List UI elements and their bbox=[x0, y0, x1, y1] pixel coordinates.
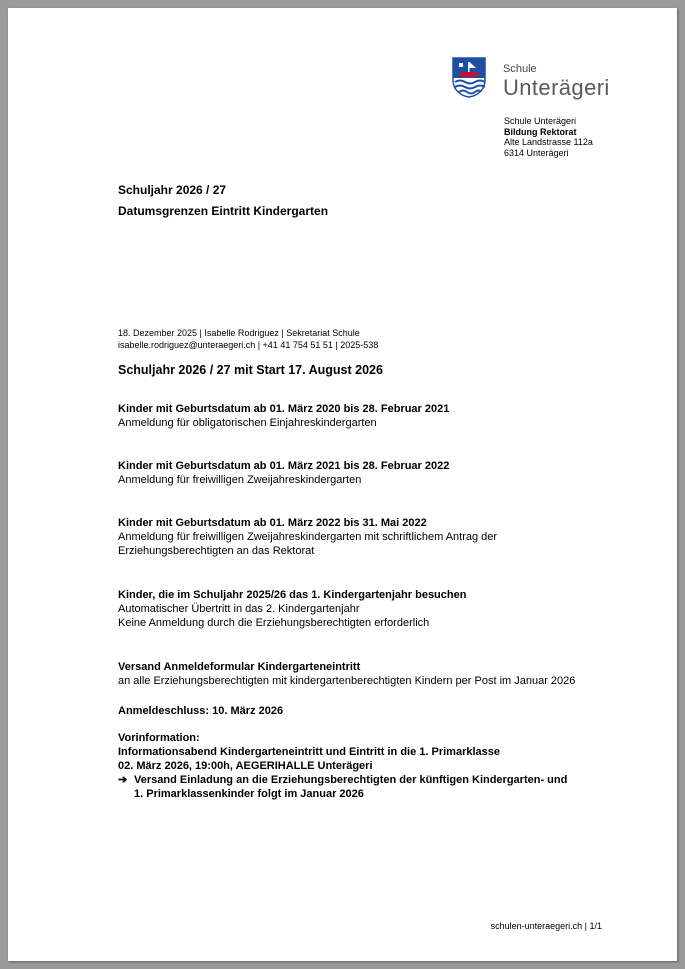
section-heading: Kinder mit Geburtsdatum ab 01. März 2022 bis 31. Mai 2022 bbox=[118, 517, 427, 529]
arrow-right-icon: ➔ bbox=[118, 774, 128, 786]
main-heading: Schuljahr 2026 / 27 mit Start 17. August 2026 bbox=[118, 363, 383, 377]
page-footer: schulen-unteraegeri.ch | 1/1 bbox=[490, 921, 602, 931]
document-subtitle: Datumsgrenzen Eintritt Kindergarten bbox=[118, 204, 329, 218]
preinfo-bullet-continuation: 1. Primarklassenkinder folgt im Januar 2026 bbox=[134, 788, 364, 800]
deadline bbox=[118, 704, 283, 718]
section bbox=[118, 588, 466, 630]
section-heading: Kinder, die im Schuljahr 2025/26 das 1. Kindergartenjahr besuchen bbox=[118, 589, 467, 601]
section-line: Anmeldung für freiwilligen Zweijahreskindergarten mit schriftlichem Antrag der bbox=[118, 531, 498, 543]
section-heading: Versand Anmeldeformular Kindergarteneintritt bbox=[118, 661, 361, 673]
section-line: Anmeldung für obligatorischen Einjahreskindergarten bbox=[118, 417, 377, 429]
section-line: an alle Erziehungsberechtigten mit kindergartenberechtigten Kindern per Post im Januar 2026 bbox=[118, 675, 576, 687]
address-line: Schule Unterägeri bbox=[504, 116, 577, 126]
address-line: Bildung Rektorat bbox=[504, 126, 577, 137]
preinfo-bullet bbox=[118, 773, 567, 787]
document-meta bbox=[118, 328, 378, 351]
preinfo-line: 02. März 2026, 19:00h, AEGERIHALLE Unterägeri bbox=[118, 760, 373, 772]
document-page bbox=[8, 8, 677, 961]
preinfo-label: Vorinformation: bbox=[118, 732, 200, 744]
sender-address bbox=[504, 116, 593, 158]
school-crest-icon bbox=[451, 56, 487, 98]
preinfo bbox=[118, 731, 567, 801]
meta-line: 18. Dezember 2025 | Isabelle Rodriguez | Sekretariat Schule bbox=[118, 328, 360, 338]
section bbox=[118, 516, 497, 558]
meta-line: isabelle.rodriguez@unteraegeri.ch | +41 41 754 51 51 | 2025-538 bbox=[118, 339, 379, 350]
section-line: Keine Anmeldung durch die Erziehungsberechtigten erforderlich bbox=[118, 617, 430, 629]
logo-text-small: Schule bbox=[503, 63, 537, 75]
address-line: 6314 Unterägeri bbox=[504, 147, 569, 158]
preinfo-line: Informationsabend Kindergarteneintritt und Eintritt in die 1. Primarklasse bbox=[118, 746, 501, 758]
deadline-text: Anmeldeschluss: 10. März 2026 bbox=[118, 705, 284, 717]
logo-text-big: Unterägeri bbox=[503, 75, 610, 100]
section bbox=[118, 459, 449, 487]
section-line: Automatischer Übertritt in das 2. Kindergartenjahr bbox=[118, 603, 360, 615]
preinfo-bullet-text: Versand Einladung an die Erziehungsberechtigten der künftigen Kindergarten- und bbox=[134, 774, 568, 786]
address-line: Alte Landstrasse 112a bbox=[504, 137, 593, 147]
section-line: Erziehungsberechtigten an das Rektorat bbox=[118, 545, 315, 557]
document-title: Schuljahr 2026 / 27 bbox=[118, 183, 227, 197]
section-line: Anmeldung für freiwilligen Zweijahreskindergarten bbox=[118, 474, 362, 486]
section bbox=[118, 660, 575, 688]
section-heading: Kinder mit Geburtsdatum ab 01. März 2021 bis 28. Februar 2022 bbox=[118, 460, 450, 472]
section bbox=[118, 402, 449, 430]
section-heading: Kinder mit Geburtsdatum ab 01. März 2020 bis 28. Februar 2021 bbox=[118, 403, 450, 415]
